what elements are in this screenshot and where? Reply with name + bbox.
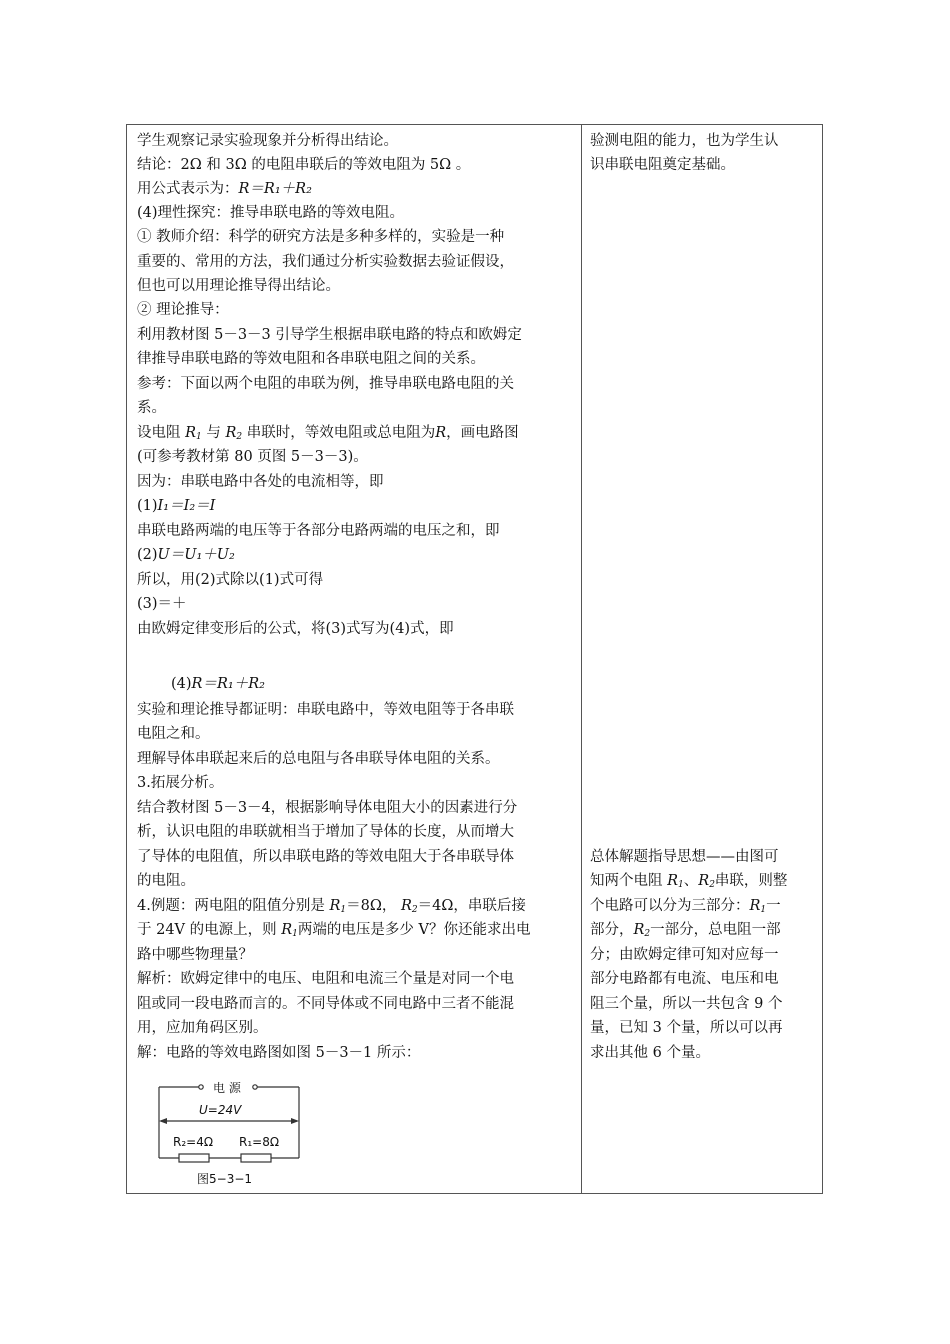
text-line: 的电阻。	[137, 873, 195, 889]
text-line: (2)U＝U₁＋U₂	[137, 547, 235, 563]
resistor-r2-label: R₂=4Ω	[173, 1135, 214, 1149]
text-line: 部分电路都有电流、电压和电	[590, 971, 779, 987]
text-line: 电阻之和。	[137, 726, 210, 742]
equation-2: U＝U₁＋U₂	[157, 547, 235, 563]
text-line: 串联电路两端的电压等于各部分电路两端的电压之和，即	[137, 523, 500, 539]
text-line: 阻三个量，所以一共包含 9 个	[590, 996, 783, 1012]
text-line: 3.拓展分析。	[137, 775, 224, 791]
text-line: 量，已知 3 个量，所以可以再	[590, 1020, 783, 1036]
text-line: 实验和理论推导都证明：串联电路中，等效电阻等于各串联	[137, 702, 514, 718]
text-line: 设电阻 $R_1$ 与 $R_2$ 串联时，等效电阻或总电阻为R，画电路图	[137, 425, 519, 442]
text-line: 用，应加角码区别。	[137, 1020, 268, 1036]
text-line: 参考：下面以两个电阻的串联为例，推导串联电路电阻的关	[137, 376, 514, 392]
text-line: 利用教材图 5－3－3 引导学生根据串联电路的特点和欧姆定	[137, 327, 522, 343]
circuit-diagram	[149, 1075, 319, 1185]
text-line: 知两个电阻 $R_1$、$R_2$串联，则整	[590, 873, 788, 890]
text-line: ① 教师介绍：科学的研究方法是多种多样的，实验是一种	[137, 229, 505, 245]
text-line: 了导体的电阻值，所以串联电路的等效电阻大于各串联导体	[137, 849, 514, 865]
figure-caption: 图5−3−1	[197, 1172, 253, 1186]
text-line: 总体解题指导思想——由图可	[590, 849, 779, 865]
text-line: 解：电路的等效电路图如图 5－3－1 所示：	[137, 1045, 421, 1061]
text-line: ② 理论推导：	[137, 302, 229, 318]
equation-4: R＝R₁＋R₂	[191, 676, 265, 692]
text-line: (3)＝＋	[137, 596, 187, 612]
text-line: 结论：2Ω 和 3Ω 的电阻串联后的等效电阻为 5Ω 。	[137, 157, 471, 173]
text-line: 但也可以用理论推导得出结论。	[137, 278, 340, 294]
text-line: 4.例题：两电阻的阻值分别是 $R_1=8\Omega$， $R_2=4\Omega$，串联后接	[137, 898, 526, 915]
text-line: 路中哪些物理量？	[137, 947, 253, 963]
power-source-label: 电 源	[213, 1081, 241, 1095]
text-line: 理解导体串联起来后的总电阻与各串联导体电阻的关系。	[137, 751, 500, 767]
text-line: 识串联电阻奠定基础。	[590, 157, 735, 173]
text-line: 学生观察记录实验现象并分析得出结论。	[137, 133, 398, 149]
text-line: 验测电阻的能力，也为学生认	[590, 133, 779, 149]
text-line: 解析：欧姆定律中的电压、电阻和电流三个量是对同一个电	[137, 971, 514, 987]
resistor-r1-label: R₁=8Ω	[239, 1135, 280, 1149]
text-line: 析，认识电阻的串联就相当于增加了导体的长度，从而增大	[137, 824, 514, 840]
voltage-label: U=24V	[199, 1103, 242, 1117]
text-line: 阻或同一段电路而言的。不同导体或不同电路中三者不能混	[137, 996, 514, 1012]
text-line: 于 24V 的电源上，则 $R_1$两端的电压是多少 V？你还能求出电	[137, 922, 531, 939]
text-line: 分；由欧姆定律可知对应每一	[590, 947, 779, 963]
column-divider	[581, 125, 582, 1193]
text-line: 用公式表示为：R＝R₁＋R₂	[137, 181, 312, 197]
text-line: 个电路可以分为三部分：$R_1$一	[590, 898, 781, 915]
text-line: 重要的、常用的方法，我们通过分析实验数据去验证假设，	[137, 254, 514, 270]
text-line: 系。	[137, 400, 166, 416]
equation-1: I₁＝I₂＝I	[157, 498, 216, 514]
lesson-table	[126, 124, 823, 1194]
text-line: 部分，$R_2$一部分，总电阻一部	[590, 922, 781, 939]
text-line: 因为：串联电路中各处的电流相等，即	[137, 474, 384, 490]
formula-r-sum: R＝R₁＋R₂	[238, 181, 312, 197]
text-line: (可参考教材第 80 页图 5－3－3)。	[137, 449, 368, 465]
text-line: (4)R＝R₁＋R₂	[171, 676, 265, 692]
text-line: 结合教材图 5－3－4，根据影响导体电阻大小的因素进行分	[137, 800, 518, 816]
text-line: 所以，用(2)式除以(1)式可得	[137, 572, 324, 588]
text-line: (4)理性探究：推导串联电路的等效电阻。	[137, 205, 405, 221]
text-line: 由欧姆定律变形后的公式，将(3)式写为(4)式，即	[137, 621, 454, 637]
text-line: 求出其他 6 个量。	[590, 1045, 710, 1061]
text-line: (1)I₁＝I₂＝I	[137, 498, 216, 514]
text-line: 律推导串联电路的等效电阻和各串联电阻之间的关系。	[137, 351, 485, 367]
